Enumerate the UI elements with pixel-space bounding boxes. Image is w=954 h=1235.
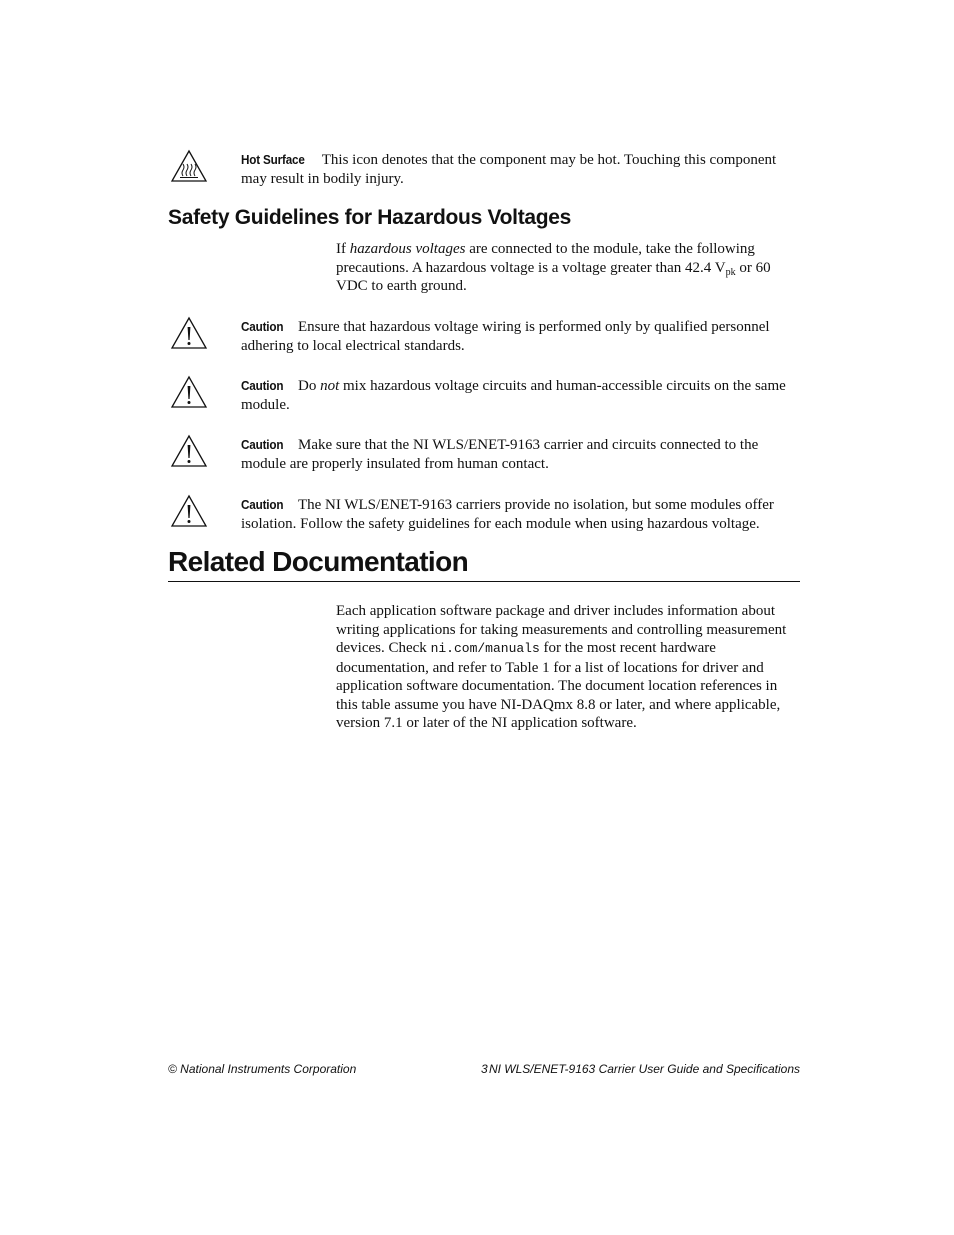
related-body-after: for the most recent hardware documentation, and refer to Table 1 for a list of locations for driver and application software documentation. The document location references in this table assume you have NI-DAQmx 8.8 or later, and where applicable, version 7.1 or later of the NI application software. [336,640,781,731]
caution-icon [170,434,208,468]
hot-surface-label: Hot Surface [241,152,305,167]
caution-text-1: Ensure that hazardous voltage wiring is performed only by qualified personnel adhering to local electrical standards. [241,319,770,354]
safety-guidelines-heading: Safety Guidelines for Hazardous Voltages [168,206,572,229]
safety-intro-after: or 60 VDC to earth ground. [336,259,771,294]
hazardous-voltages-term: hazardous voltages [349,241,466,257]
ni-manuals-url: ni.com/manuals [430,641,540,656]
page-footer [168,1062,800,1078]
safety-intro-mid: are connected to the module, take the following precautions. A hazardous voltage is a voltage greater than 42.4 V [336,241,755,276]
caution-text-block-4 [241,496,800,533]
caution-text-2-before: Do [297,378,321,394]
caution-text-2-emphasis: not [320,378,340,394]
caution-label-3: Caution [241,437,284,452]
caution-note-2 [168,377,800,414]
related-documentation-heading: Related Documentation [168,546,800,582]
related-body-before: Each application software package and driver includes information about writing applications for taking measurements and controlling measurement devices. Check [336,603,787,656]
caution-note-4 [168,496,800,533]
caution-icon [170,375,208,409]
caution-icon [170,494,208,528]
caution-text-4: The NI WLS/ENET-9163 carriers provide no isolation, but some modules offer isolation. Follow the safety guidelines for each module when using hazardous voltage. [241,497,774,532]
caution-text-3: Make sure that the NI WLS/ENET-9163 carrier and circuits connected to the module are properly insulated from human contact. [241,437,759,472]
footer-copyright: © National Instruments Corporation [168,1062,357,1076]
caution-note-1 [168,318,800,355]
caution-label-2: Caution [241,378,284,393]
hot-surface-text-block [241,151,800,188]
footer-page-number: 3 [481,1062,488,1076]
hot-surface-note [168,151,800,188]
caution-text-block-3 [241,436,800,473]
hot-surface-icon [170,149,208,183]
caution-icon [170,316,208,350]
voltage-subscript: pk [725,266,736,278]
caution-text-block-2 [241,377,800,414]
safety-intro-before: If [336,241,350,257]
safety-intro-paragraph [336,240,800,296]
related-documentation-paragraph [336,602,800,733]
caution-text-block-1 [241,318,800,355]
caution-label-1: Caution [241,319,284,334]
hot-surface-text: This icon denotes that the component may be hot. Touching this component may result in bodily injury. [241,152,777,187]
caution-note-3 [168,436,800,473]
caution-text-2-after: mix hazardous voltage circuits and human-accessible circuits on the same module. [241,378,786,413]
footer-document-title: NI WLS/ENET-9163 Carrier User Guide and Specifications [488,1062,800,1076]
caution-label-4: Caution [241,497,284,512]
